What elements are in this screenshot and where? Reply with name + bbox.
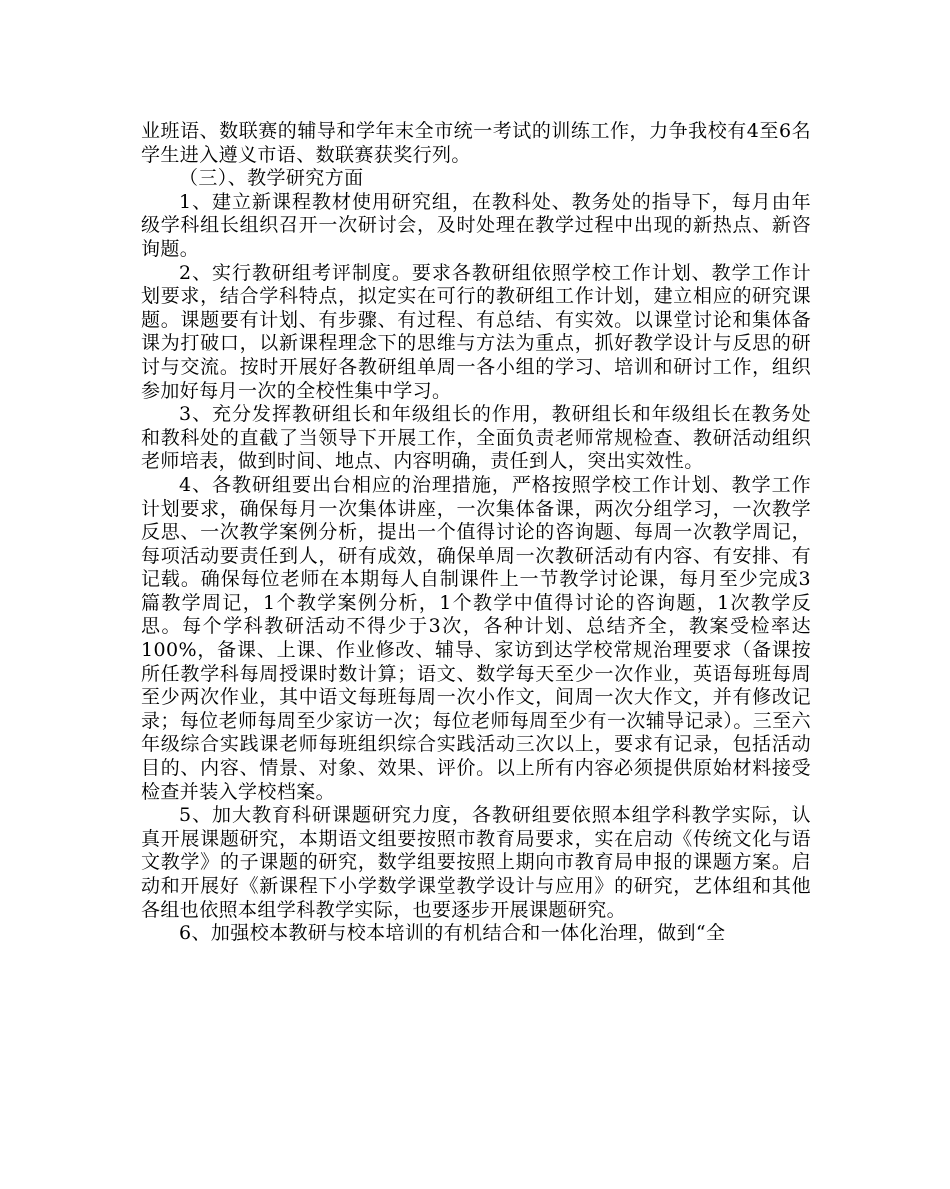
document-body [141,120,811,946]
paragraph-item-5: 5、加大教育科研课题研究力度，各教研组要依照本组学科教学实际，认真开展课题研究，本期语文组要按照市教育局要求，实在启动《传统文化与语文教学》的子课题的研究，数学组要按照上期向市教育局申报的课题方案。启动和开展好《新课程下小学数学课堂教学设计与应用》的研究，艺体组和其他各组也依照本组学科教学实际，也要逐步开展课题研究。 [141,804,811,921]
paragraph-item-2: 2、实行教研组考评制度。要求各教研组依照学校工作计划、教学工作计划要求，结合学科特点，拟定实在可行的教研组工作计划，建立相应的研究课题。课题要有计划、有步骤、有过程、有总结、有实效。以课堂讨论和集体备课为打破口，以新课程理念下的思维与方法为重点，抓好教学设计与反思的研讨与交流。按时开展好各教研组单周一各小组的学习、培训和研讨工作，组织参加好每月一次的全校性集中学习。 [141,261,811,402]
section-heading-teaching-research: （三）、教学研究方面 [179,167,364,190]
paragraph-continuation: 业班语、数联赛的辅导和学年末全市统一考试的训练工作，力争我校有4至6名学生进入遵义市语、数联赛获奖行列。 [141,120,811,166]
paragraph-item-3: 3、充分发挥教研组长和年级组长的作用，教研组长和年级组长在教务处和教科处的直截了当领导下开展工作，全面负责老师常规检查、教研活动组织老师培表，做到时间、地点、内容明确，责任到人，突出实效性。 [141,403,811,473]
paragraph-item-1: 1、建立新课程教材使用研究组，在教科处、教务处的指导下，每月由年级学科组长组织召开一次研讨会，及时处理在教学过程中出现的新热点、新咨询题。 [141,190,811,260]
paragraph-item-4: 4、各教研组要出台相应的治理措施，严格按照学校工作计划、教学工作计划要求，确保每月一次集体讲座，一次集体备课，两次分组学习，一次教学反思、一次教学案例分析，提出一个值得讨论的咨询题、每周一次教学周记，每项活动要责任到人，研有成效，确保单周一次教研活动有内容、有安排、有记载。确保每位老师在本期每人自制课件上一节教学讨论课，每月至少完成3篇教学周记，1个教学案例分析，1个教学中值得讨论的咨询题，1次教学反思。每个学科教研活动不得少于3次，各种计划、总结齐全，教案受检率达100%，备课、上课、作业修改、辅导、家访到达学校常规治理要求（备课按所任教学科每周授课时数计算；语文、数学每天至少一次作业，英语每班每周至少两次作业，其中语文每班每周一次小作文，间周一次大作文，并有修改记录；每位老师每周至少家访一次；每位老师每周至少有一次辅导记录）。三至六年级综合实践课老师每班组织综合实践活动三次以上，要求有记录，包括活动目的、内容、情景、对象、效果、评价。以上所有内容必须提供原始材料接受检查并装入学校档案。 [141,473,811,803]
paragraph-item-6: 6、加强校本教研与校本培训的有机结合和一体化治理，做到“全 [179,922,726,945]
